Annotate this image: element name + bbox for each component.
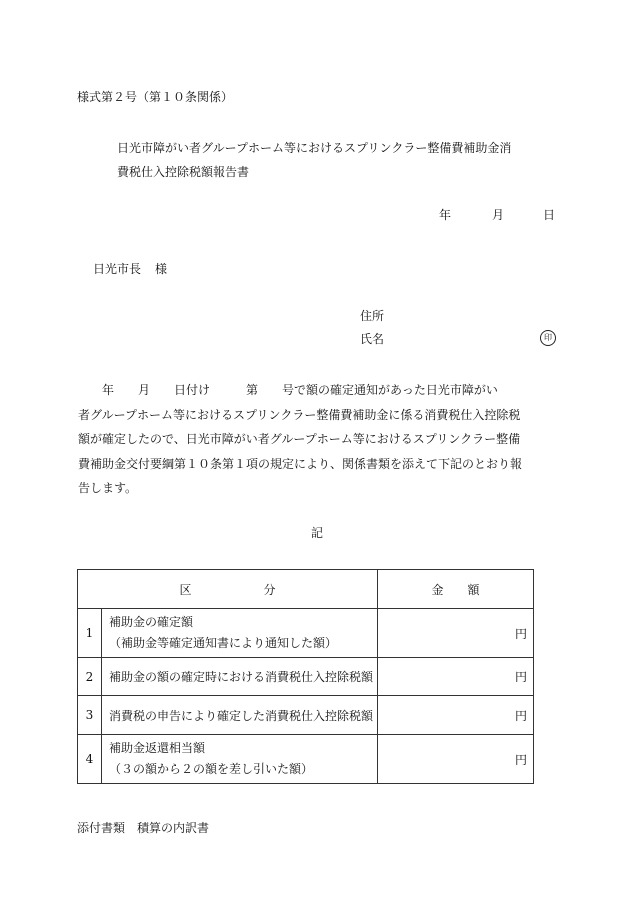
date-day: 日 (543, 208, 556, 222)
row-description: 消費税の申告により確定した消費税仕入控除税額 (102, 696, 378, 735)
row-number: 4 (78, 735, 102, 784)
row-description-line: 補助金返還相当額 (109, 741, 206, 755)
row-amount: 円 (378, 696, 534, 735)
table-row (78, 609, 534, 658)
date-month: 月 (492, 208, 505, 222)
row-number: 1 (78, 609, 102, 658)
row-description (102, 735, 378, 784)
row-description-note: （３の額から２の額を差し引いた額） (109, 762, 314, 776)
addressee-honorific: 様 (155, 262, 168, 276)
document-title (117, 136, 567, 184)
header-category: 区 分 (78, 570, 378, 609)
row-number: 3 (78, 696, 102, 735)
attachments (77, 820, 209, 836)
body-line-3: 額が確定したので、日光市障がい者グループホーム等におけるスプリンクラー整備 (78, 432, 521, 446)
seal-mark: 印 (540, 330, 556, 346)
row-amount: 円 (378, 735, 534, 784)
body-line-4: 費補助金交付要綱第１０条第１項の規定により、関係書類を添えて下記のとおり報 (78, 456, 523, 471)
row-amount: 円 (378, 658, 534, 696)
name-label: 氏名 (360, 332, 385, 346)
body-line-5: 告します。 (78, 481, 138, 495)
row-description-line: 補助金の確定額 (109, 615, 194, 629)
attachments-value: 積算の内訳書 (137, 821, 210, 835)
header-amount: 金 額 (378, 570, 534, 609)
body-line-1: 年 月 日付け 第 号で額の確定通知があった日光市障がい (78, 383, 498, 397)
body-line-2: 者グループホーム等におけるスプリンクラー整備費補助金に係る消費税仕入控除税 (78, 407, 521, 422)
attachments-label: 添付書類 (77, 821, 126, 835)
title-line-2: 費税仕入控除税額報告書 (117, 165, 250, 179)
title-line-1: 日光市障がい者グループホーム等におけるスプリンクラー整備費補助金消 (117, 141, 512, 155)
table-row (78, 658, 534, 696)
date-line (0, 207, 630, 223)
row-description-note: （補助金等確定通知書により通知した額） (109, 636, 338, 650)
table-header (78, 570, 534, 609)
table-row (78, 696, 534, 735)
report-body (78, 378, 554, 501)
row-description: 補助金の額の確定時における消費税仕入控除税額 (102, 658, 378, 696)
row-amount: 円 (378, 609, 534, 658)
details-table (77, 569, 534, 784)
date-year: 年 (439, 208, 452, 222)
addressee-name: 日光市長 (93, 262, 142, 276)
row-description (102, 609, 378, 658)
ki-heading: 記 (311, 526, 324, 540)
row-number: 2 (78, 658, 102, 696)
table-row (78, 735, 534, 784)
addressee (93, 261, 167, 277)
form-number: 様式第２号（第１０条関係） (77, 90, 234, 104)
address-label: 住所 (360, 309, 385, 323)
